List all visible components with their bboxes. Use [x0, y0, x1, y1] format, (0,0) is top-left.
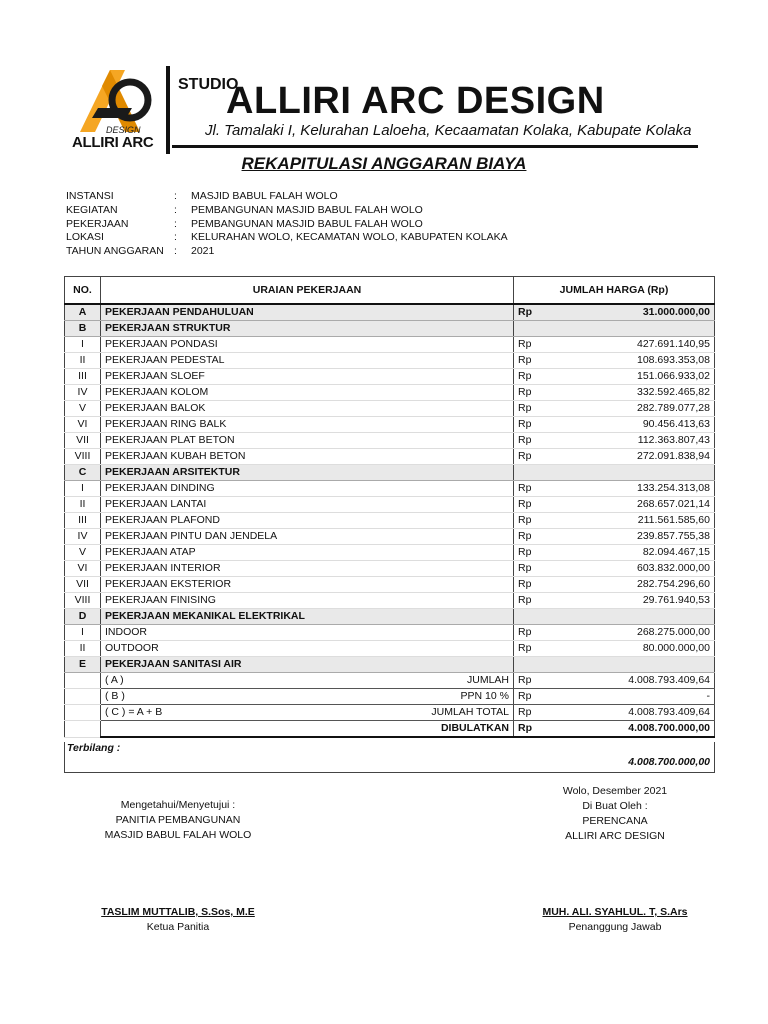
row-description: PEKERJAAN EKSTERIOR — [101, 577, 514, 593]
summary-description — [101, 705, 514, 721]
table-row — [65, 449, 715, 465]
row-currency: Rp — [514, 385, 537, 401]
row-currency: Rp — [514, 577, 537, 593]
table-row — [65, 593, 715, 609]
summary-label: JUMLAH TOTAL — [431, 706, 509, 718]
summary-amount: 4.008.793.409,64 — [536, 705, 715, 721]
row-currency: Rp — [514, 304, 537, 321]
row-description: PEKERJAAN ARSITEKTUR — [101, 465, 514, 481]
sig-left-name: TASLIM MUTTALIB, S.Sos, M.E — [101, 906, 255, 918]
summary-amount: - — [536, 689, 715, 705]
signature-left — [88, 798, 268, 843]
info-colon: : — [174, 217, 177, 230]
row-number: V — [65, 401, 101, 417]
section-row — [65, 465, 715, 481]
sig-right-line2: PERENCANA — [582, 815, 648, 827]
summary-currency: Rp — [514, 721, 537, 738]
info-colon: : — [174, 245, 177, 258]
info-row — [66, 204, 508, 218]
info-label: KEGIATAN — [66, 203, 118, 216]
row-currency: Rp — [514, 401, 537, 417]
row-amount — [536, 609, 715, 625]
summary-number — [65, 689, 101, 705]
row-currency: Rp — [514, 641, 537, 657]
summary-description — [101, 673, 514, 689]
row-amount: 112.363.807,43 — [536, 433, 715, 449]
row-currency: Rp — [514, 497, 537, 513]
row-currency: Rp — [514, 625, 537, 641]
summary-currency: Rp — [514, 689, 537, 705]
table-row — [65, 385, 715, 401]
row-amount: 603.832.000,00 — [536, 561, 715, 577]
table-row — [65, 641, 715, 657]
summary-number — [65, 673, 101, 689]
section-row — [65, 657, 715, 673]
row-number: V — [65, 545, 101, 561]
row-currency: Rp — [514, 449, 537, 465]
summary-row — [65, 689, 715, 705]
summary-label: JUMLAH — [466, 674, 509, 686]
row-amount: 268.657.021,14 — [536, 497, 715, 513]
row-currency: Rp — [514, 417, 537, 433]
logo-design-text: DESIGN — [106, 125, 141, 135]
table-header-row — [65, 277, 715, 305]
section-row — [65, 304, 715, 321]
summary-formula: ( B ) — [105, 690, 125, 702]
row-description: PEKERJAAN INTERIOR — [101, 561, 514, 577]
summary-row — [65, 673, 715, 689]
summary-row — [65, 705, 715, 721]
signature-right — [525, 784, 705, 844]
row-description: PEKERJAAN BALOK — [101, 401, 514, 417]
company-address: Jl. Tamalaki I, Kelurahan Laloeha, Kecaamatan Kolaka, Kabupate Kolaka — [205, 122, 692, 139]
row-currency: Rp — [514, 561, 537, 577]
row-amount — [536, 321, 715, 337]
project-info — [66, 190, 508, 259]
table-row — [65, 401, 715, 417]
info-label: TAHUN ANGGARAN — [66, 245, 164, 258]
summary-description — [101, 721, 514, 738]
summary-description — [101, 689, 514, 705]
terbilang-value: 4.008.700.000,00 — [628, 756, 710, 768]
row-currency — [514, 465, 537, 481]
table-row — [65, 353, 715, 369]
row-description: PEKERJAAN KUBAH BETON — [101, 449, 514, 465]
table-row — [65, 481, 715, 497]
row-currency — [514, 609, 537, 625]
row-number: C — [65, 465, 101, 481]
row-currency: Rp — [514, 337, 537, 353]
row-currency: Rp — [514, 529, 537, 545]
sig-right-line3: ALLIRI ARC DESIGN — [565, 830, 665, 842]
row-amount — [536, 465, 715, 481]
summary-amount: 4.008.700.000,00 — [536, 721, 715, 738]
summary-label: DIBULATKAN — [440, 722, 509, 734]
table-row — [65, 529, 715, 545]
row-amount: 272.091.838,94 — [536, 449, 715, 465]
table-row — [65, 417, 715, 433]
summary-number — [65, 705, 101, 721]
row-amount: 80.000.000,00 — [536, 641, 715, 657]
info-colon: : — [174, 203, 177, 216]
row-description: PEKERJAAN FINISING — [101, 593, 514, 609]
header-no: NO. — [65, 277, 101, 305]
terbilang-box — [64, 742, 715, 773]
row-description: PEKERJAAN RING BALK — [101, 417, 514, 433]
table-row — [65, 625, 715, 641]
table-row — [65, 369, 715, 385]
row-currency: Rp — [514, 513, 537, 529]
row-amount: 31.000.000,00 — [536, 304, 715, 321]
row-currency: Rp — [514, 593, 537, 609]
budget-table — [64, 276, 715, 738]
summary-label: PPN 10 % — [460, 690, 509, 702]
row-amount: 332.592.465,82 — [536, 385, 715, 401]
info-colon: : — [174, 231, 177, 244]
header-uraian: URAIAN PEKERJAAN — [101, 277, 514, 305]
signature-left-name-block — [88, 905, 268, 935]
row-amount: 151.066.933,02 — [536, 369, 715, 385]
row-amount: 133.254.313,08 — [536, 481, 715, 497]
summary-currency: Rp — [514, 673, 537, 689]
info-value: 2021 — [191, 245, 215, 258]
row-number: I — [65, 337, 101, 353]
row-description: INDOOR — [101, 625, 514, 641]
row-amount: 211.561.585,60 — [536, 513, 715, 529]
row-number: I — [65, 625, 101, 641]
row-number: D — [65, 609, 101, 625]
summary-number — [65, 721, 101, 738]
section-row — [65, 321, 715, 337]
table-row — [65, 561, 715, 577]
info-row — [66, 245, 508, 259]
row-amount: 29.761.940,53 — [536, 593, 715, 609]
row-number: II — [65, 353, 101, 369]
sig-left-line3: MASJID BABUL FALAH WOLO — [104, 829, 252, 841]
sig-right-line1: Di Buat Oleh : — [582, 800, 648, 812]
header-rule — [172, 145, 698, 148]
row-description: PEKERJAAN PENDAHULUAN — [101, 304, 514, 321]
row-amount: 282.754.296,60 — [536, 577, 715, 593]
row-number: VII — [65, 433, 101, 449]
row-amount: 427.691.140,95 — [536, 337, 715, 353]
summary-row — [65, 721, 715, 738]
row-number: A — [65, 304, 101, 321]
row-number: II — [65, 497, 101, 513]
summary-amount: 4.008.793.409,64 — [536, 673, 715, 689]
table-row — [65, 337, 715, 353]
row-description: PEKERJAAN PINTU DAN JENDELA — [101, 529, 514, 545]
row-number: B — [65, 321, 101, 337]
info-label: PEKERJAAN — [66, 217, 129, 230]
info-value: MASJID BABUL FALAH WOLO — [191, 190, 338, 202]
row-currency: Rp — [514, 353, 537, 369]
info-label: INSTANSI — [66, 190, 114, 202]
document-title: REKAPITULASI ANGGARAN BIAYA — [241, 154, 527, 173]
logo-company-text: ALLIRI ARC — [72, 134, 154, 151]
row-description: PEKERJAAN KOLOM — [101, 385, 514, 401]
row-description: PEKERJAAN DINDING — [101, 481, 514, 497]
table-row — [65, 433, 715, 449]
row-description: PEKERJAAN SANITASI AIR — [101, 657, 514, 673]
signature-right-name-block — [525, 905, 705, 935]
row-description: PEKERJAAN MEKANIKAL ELEKTRIKAL — [101, 609, 514, 625]
row-amount: 239.857.755,38 — [536, 529, 715, 545]
row-description: PEKERJAAN STRUKTUR — [101, 321, 514, 337]
row-currency — [514, 657, 537, 673]
row-currency: Rp — [514, 481, 537, 497]
row-currency: Rp — [514, 433, 537, 449]
studio-label: STUDIO — [178, 76, 239, 93]
info-value: PEMBANGUNAN MASJID BABUL FALAH WOLO — [191, 217, 423, 230]
summary-formula: ( A ) — [105, 674, 124, 686]
sig-left-role: Ketua Panitia — [146, 921, 210, 933]
row-amount: 268.275.000,00 — [536, 625, 715, 641]
row-number: IV — [65, 385, 101, 401]
info-row — [66, 218, 508, 232]
row-description: PEKERJAAN PLAT BETON — [101, 433, 514, 449]
sig-right-role: Penanggung Jawab — [568, 921, 662, 933]
sig-right-name: MUH. ALI. SYAHLUL. T, S.Ars — [542, 906, 688, 918]
row-number: I — [65, 481, 101, 497]
table-row — [65, 545, 715, 561]
info-value: PEMBANGUNAN MASJID BABUL FALAH WOLO — [191, 203, 423, 216]
row-amount: 282.789.077,28 — [536, 401, 715, 417]
table-row — [65, 497, 715, 513]
info-label: LOKASI — [66, 231, 104, 244]
section-row — [65, 609, 715, 625]
row-amount — [536, 657, 715, 673]
row-amount: 90.456.413,63 — [536, 417, 715, 433]
info-value: KELURAHAN WOLO, KECAMATAN WOLO, KABUPATEN KOLAKA — [191, 231, 508, 244]
row-description: PEKERJAAN PEDESTAL — [101, 353, 514, 369]
info-colon: : — [174, 190, 177, 202]
summary-formula: ( C ) = A + B — [105, 706, 163, 718]
row-number: VIII — [65, 593, 101, 609]
info-row — [66, 190, 508, 204]
sig-left-line1: Mengetahui/Menyetujui : — [120, 799, 236, 811]
terbilang-label: Terbilang : — [67, 742, 121, 754]
row-description: PEKERJAAN ATAP — [101, 545, 514, 561]
info-row — [66, 231, 508, 245]
row-currency: Rp — [514, 369, 537, 385]
row-number: IV — [65, 529, 101, 545]
row-description: PEKERJAAN SLOEF — [101, 369, 514, 385]
sig-right-date: Wolo, Desember 2021 — [562, 785, 668, 797]
table-row — [65, 513, 715, 529]
header-jumlah: JUMLAH HARGA (Rp) — [514, 277, 715, 305]
brand-title: ALLIRI ARC DESIGN — [226, 80, 605, 122]
row-number: II — [65, 641, 101, 657]
header-divider — [166, 66, 170, 154]
row-description: PEKERJAAN LANTAI — [101, 497, 514, 513]
row-description: PEKERJAAN PLAFOND — [101, 513, 514, 529]
row-number: VII — [65, 577, 101, 593]
row-number: III — [65, 369, 101, 385]
sig-left-line2: PANITIA PEMBANGUNAN — [115, 814, 241, 826]
row-number: VI — [65, 561, 101, 577]
row-currency: Rp — [514, 545, 537, 561]
row-currency — [514, 321, 537, 337]
table-row — [65, 577, 715, 593]
row-number: E — [65, 657, 101, 673]
row-number: VIII — [65, 449, 101, 465]
summary-currency: Rp — [514, 705, 537, 721]
row-description: OUTDOOR — [101, 641, 514, 657]
row-number: III — [65, 513, 101, 529]
row-description: PEKERJAAN PONDASI — [101, 337, 514, 353]
row-amount: 82.094.467,15 — [536, 545, 715, 561]
row-amount: 108.693.353,08 — [536, 353, 715, 369]
row-number: VI — [65, 417, 101, 433]
